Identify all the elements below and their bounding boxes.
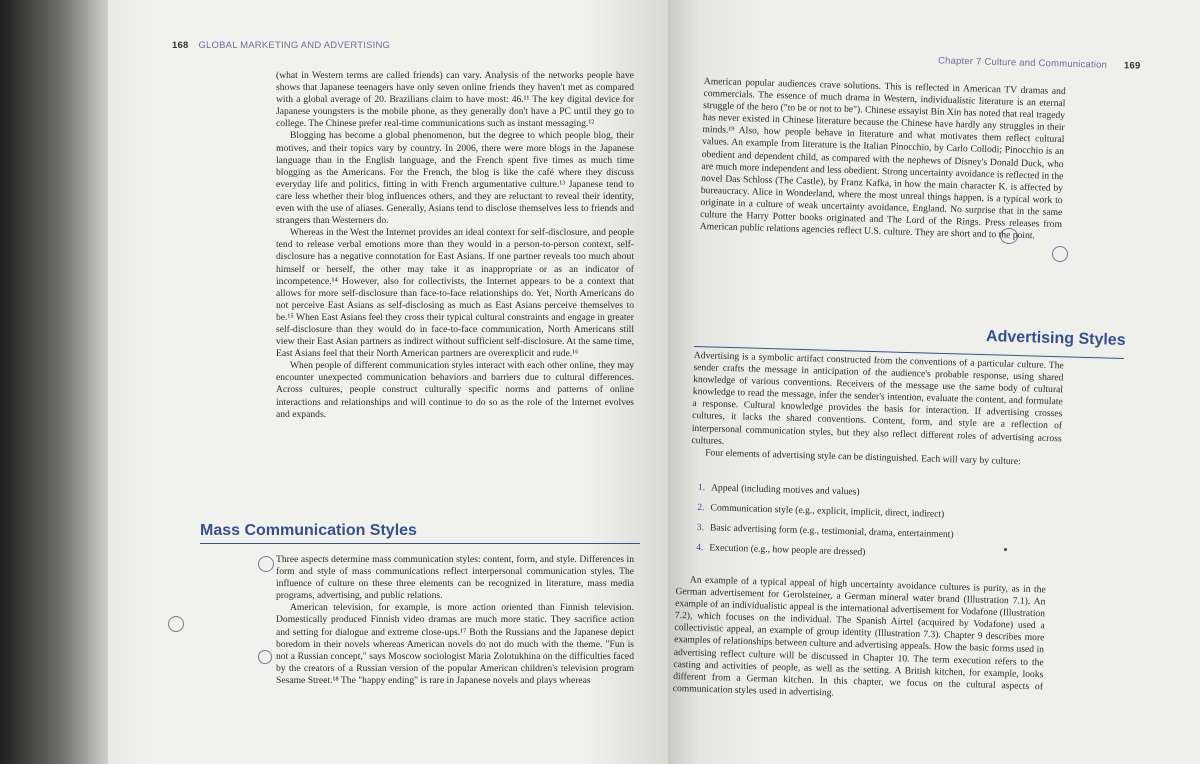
ink-circle-mark [258, 556, 274, 572]
paragraph: American popular audiences crave solutions. This is reflected in American TV dramas and commercials. The essence of much drama in Western, individualistic literature is an eternal struggle of the hero ("to be or not to be"). Chinese essayist Bin Xin has noted that real tragedy has never existed in Chinese literature because the Chinese have hardly any struggles in their minds.¹⁹ Also, how people behave in literature and what motivates them reflect cultural values. An example from literature is the Italian Pinocchio, by Carlo Collodi; Pinocchio is an obedient and dependent child, as compared with the nephews of Disney's Donald Duck, who are much more independent and less obedient. Strong uncertainty avoidance is reflected in the novel Das Schloss (The Castle), by Franz Kafka, in how the main character K. is affected by bureaucracy. Alice in Wonderland, where the most unreal things happen, is a typical work to originate in a culture of weak uncertainty avoidance, England. No surprise that in the same culture the Harry Potter books originated and The Lord of the Rings. Press releases from American public relations agencies reflect U.S. culture. They are short and to the point. [699, 76, 1066, 242]
right-intro-text [700, 76, 1066, 243]
list-item: 4. Execution (e.g., how people are dressed) [696, 541, 866, 558]
right-page [668, 0, 1200, 764]
ink-circle-mark [258, 650, 272, 664]
ink-circle-mark [1052, 246, 1068, 262]
paragraph: Advertising is a symbolic artifact constructed from the conventions of a particular culture. The sender crafts the message in anticipation of the audience's probable response, using shared knowledge of various conventions. Receivers of the message use the same body of cultural knowledge to read the message, infer the sender's intention, evaluate the content, and formulate a response. Cultural knowledge provides the basis for interaction. If advertising crosses cultures, it lacks the shared conventions. Content, form, and style are a reflection of interpersonal communication styles, but they also reflect different roles of advertising across cultures. [691, 350, 1064, 447]
list-item: 1. Appeal (including motives and values) [697, 482, 860, 498]
paragraph: Whereas in the West the Internet provides an ideal context for self-disclosure, and people tend to release verbal emotions more than they would in a person-to-person context, self-disclosure has a negative connotation for East Asians. If one partner reveals too much about himself or herself, the other may take it as inappropriate or as an indicator of incompetence.¹⁴ However, also for collectivists, the Internet appears to be a context that allows for more self-disclosure than face-to-face relationships do. Yet, North Americans do not perceive East Asians as self-disclosing as much as East Asians perceive themselves to be.¹⁵ When East Asians feel they cross their typical cultural constraints and engage in greater self-disclosure than they would do in face-to-face communication, North Americans still view their East Asian partners as indirect without sufficient self-disclosure. At the same time, East Asians feel that their North American partners are overexplicit and rude.¹⁶ [276, 227, 634, 360]
paragraph: Four elements of advertising style can be distinguished. Each will vary by culture: [704, 447, 1021, 467]
paragraph: (what in Western terms are called friends) can vary. Analysis of the networks people have shows that Japanese teenagers have only seven online friends they haven't met as compared with a global average of 20. Brazilians claim to have most: 46.¹¹ The key digital device for Japanese youngsters is the mobile phone, as they generally don't have a PC until they go to college. The Chinese prefer real-time communications such as instant messaging.¹² [276, 70, 634, 130]
right-running-head-text: Chapter 7 Culture and Communication [937, 55, 1108, 71]
left-body-text [276, 70, 634, 421]
left-page-number: 168 [172, 40, 189, 51]
section-title-mass-communication: Mass Communication Styles [200, 522, 417, 539]
paragraph: American television, for example, is more action oriented than Finnish television. Domestically produced Finnish video dramas are much more static. They sacrifice action and setting for dialogue and extreme close-ups.¹⁷ Both the Russians and the Japanese depict boredom in their novels whereas American novels do not do much with the theme. "Fun is not a Russian concept," says Moscow sociologist Maria Zolotukhina on the difficulties faced by the creators of a Russian version of the popular American children's television program Sesame Street.¹⁸ The "happy ending" is rare in Japanese novels and plays whereas [276, 602, 634, 686]
ink-circle-mark [168, 616, 184, 632]
section-title-advertising-styles: Advertising Styles [985, 328, 1126, 349]
right-closing-text [673, 574, 1046, 705]
paragraph: Three aspects determine mass communication styles: content, form, and style. Differences in form and style of mass communications reflect interpersonal communication styles. The influence of culture on these three elements can be recognized in literature, mass media programs, advertising, and public relations. [276, 554, 634, 602]
right-page-number: 169 [1123, 60, 1141, 72]
list-item: 3. Basic advertising form (e.g., testimonial, drama, entertainment) [696, 521, 954, 541]
page-edge-shadow [0, 0, 108, 764]
left-running-head [172, 40, 390, 51]
left-running-head-text: GLOBAL MARKETING AND ADVERTISING [198, 40, 391, 51]
section-rule [200, 543, 640, 544]
left-page [108, 0, 668, 764]
paragraph: Blogging has become a global phenomenon, but the degree to which people blog, their motives, and their topics vary by country. In 2006, there were more blogs in the Japanese language than in the English language, and the French spent five times as much time blogging as the Americans. For the French, the blog is like the café where they discuss everyday life and politics, fitting in with French argumentative culture.¹³ Japanese tend to care less whether their blog influences others, and they are reluctant to reveal their identity, even with the use of aliases. Generally, Asians tend to disclose themselves less to friends and strangers than Westerners do. [276, 130, 634, 227]
paragraph: An example of a typical appeal of high uncertainty avoidance cultures is purity, as in the German advertisement for Gerolsteiner, a German mineral water brand (Illustration 7.1). An example of an individualistic appeal is the international advertisement for Vodafone (Illustration 7.2), which focuses on the individual. The Spanish Airtel (acquired by Vodafone) used a collectivistic appeal, an example of group identity (Illustration 7.3). Chapter 9 describes more examples of relationships between culture and advertising appeals. How the basic forms used in advertising reflect culture will be discussed in Chapter 10. The term execution refers to the casting and activities of people, as well as the setting. A British kitchen, for example, looks different from a German kitchen. In this chapter, we focus on the cultural aspects of communication styles used in advertising. [672, 574, 1046, 699]
right-section-text [691, 350, 1064, 469]
right-running-head [938, 55, 1141, 71]
advertising-elements-list [696, 482, 1058, 572]
paragraph: When people of different communication styles interact with each other online, they may encounter unexpected communication behaviors and barriers due to cultural differences. Across cultures, people construct culturally specific norms and patterns of online interactions and relationships and will continue to do so as the role of the Internet evolves and expands. [276, 360, 634, 420]
ink-circle-mark [1000, 228, 1018, 244]
left-section-text [276, 554, 634, 687]
ink-dot-mark [1004, 548, 1007, 551]
list-item: 2. Communication style (e.g., explicit, implicit, direct, indirect) [697, 501, 945, 520]
